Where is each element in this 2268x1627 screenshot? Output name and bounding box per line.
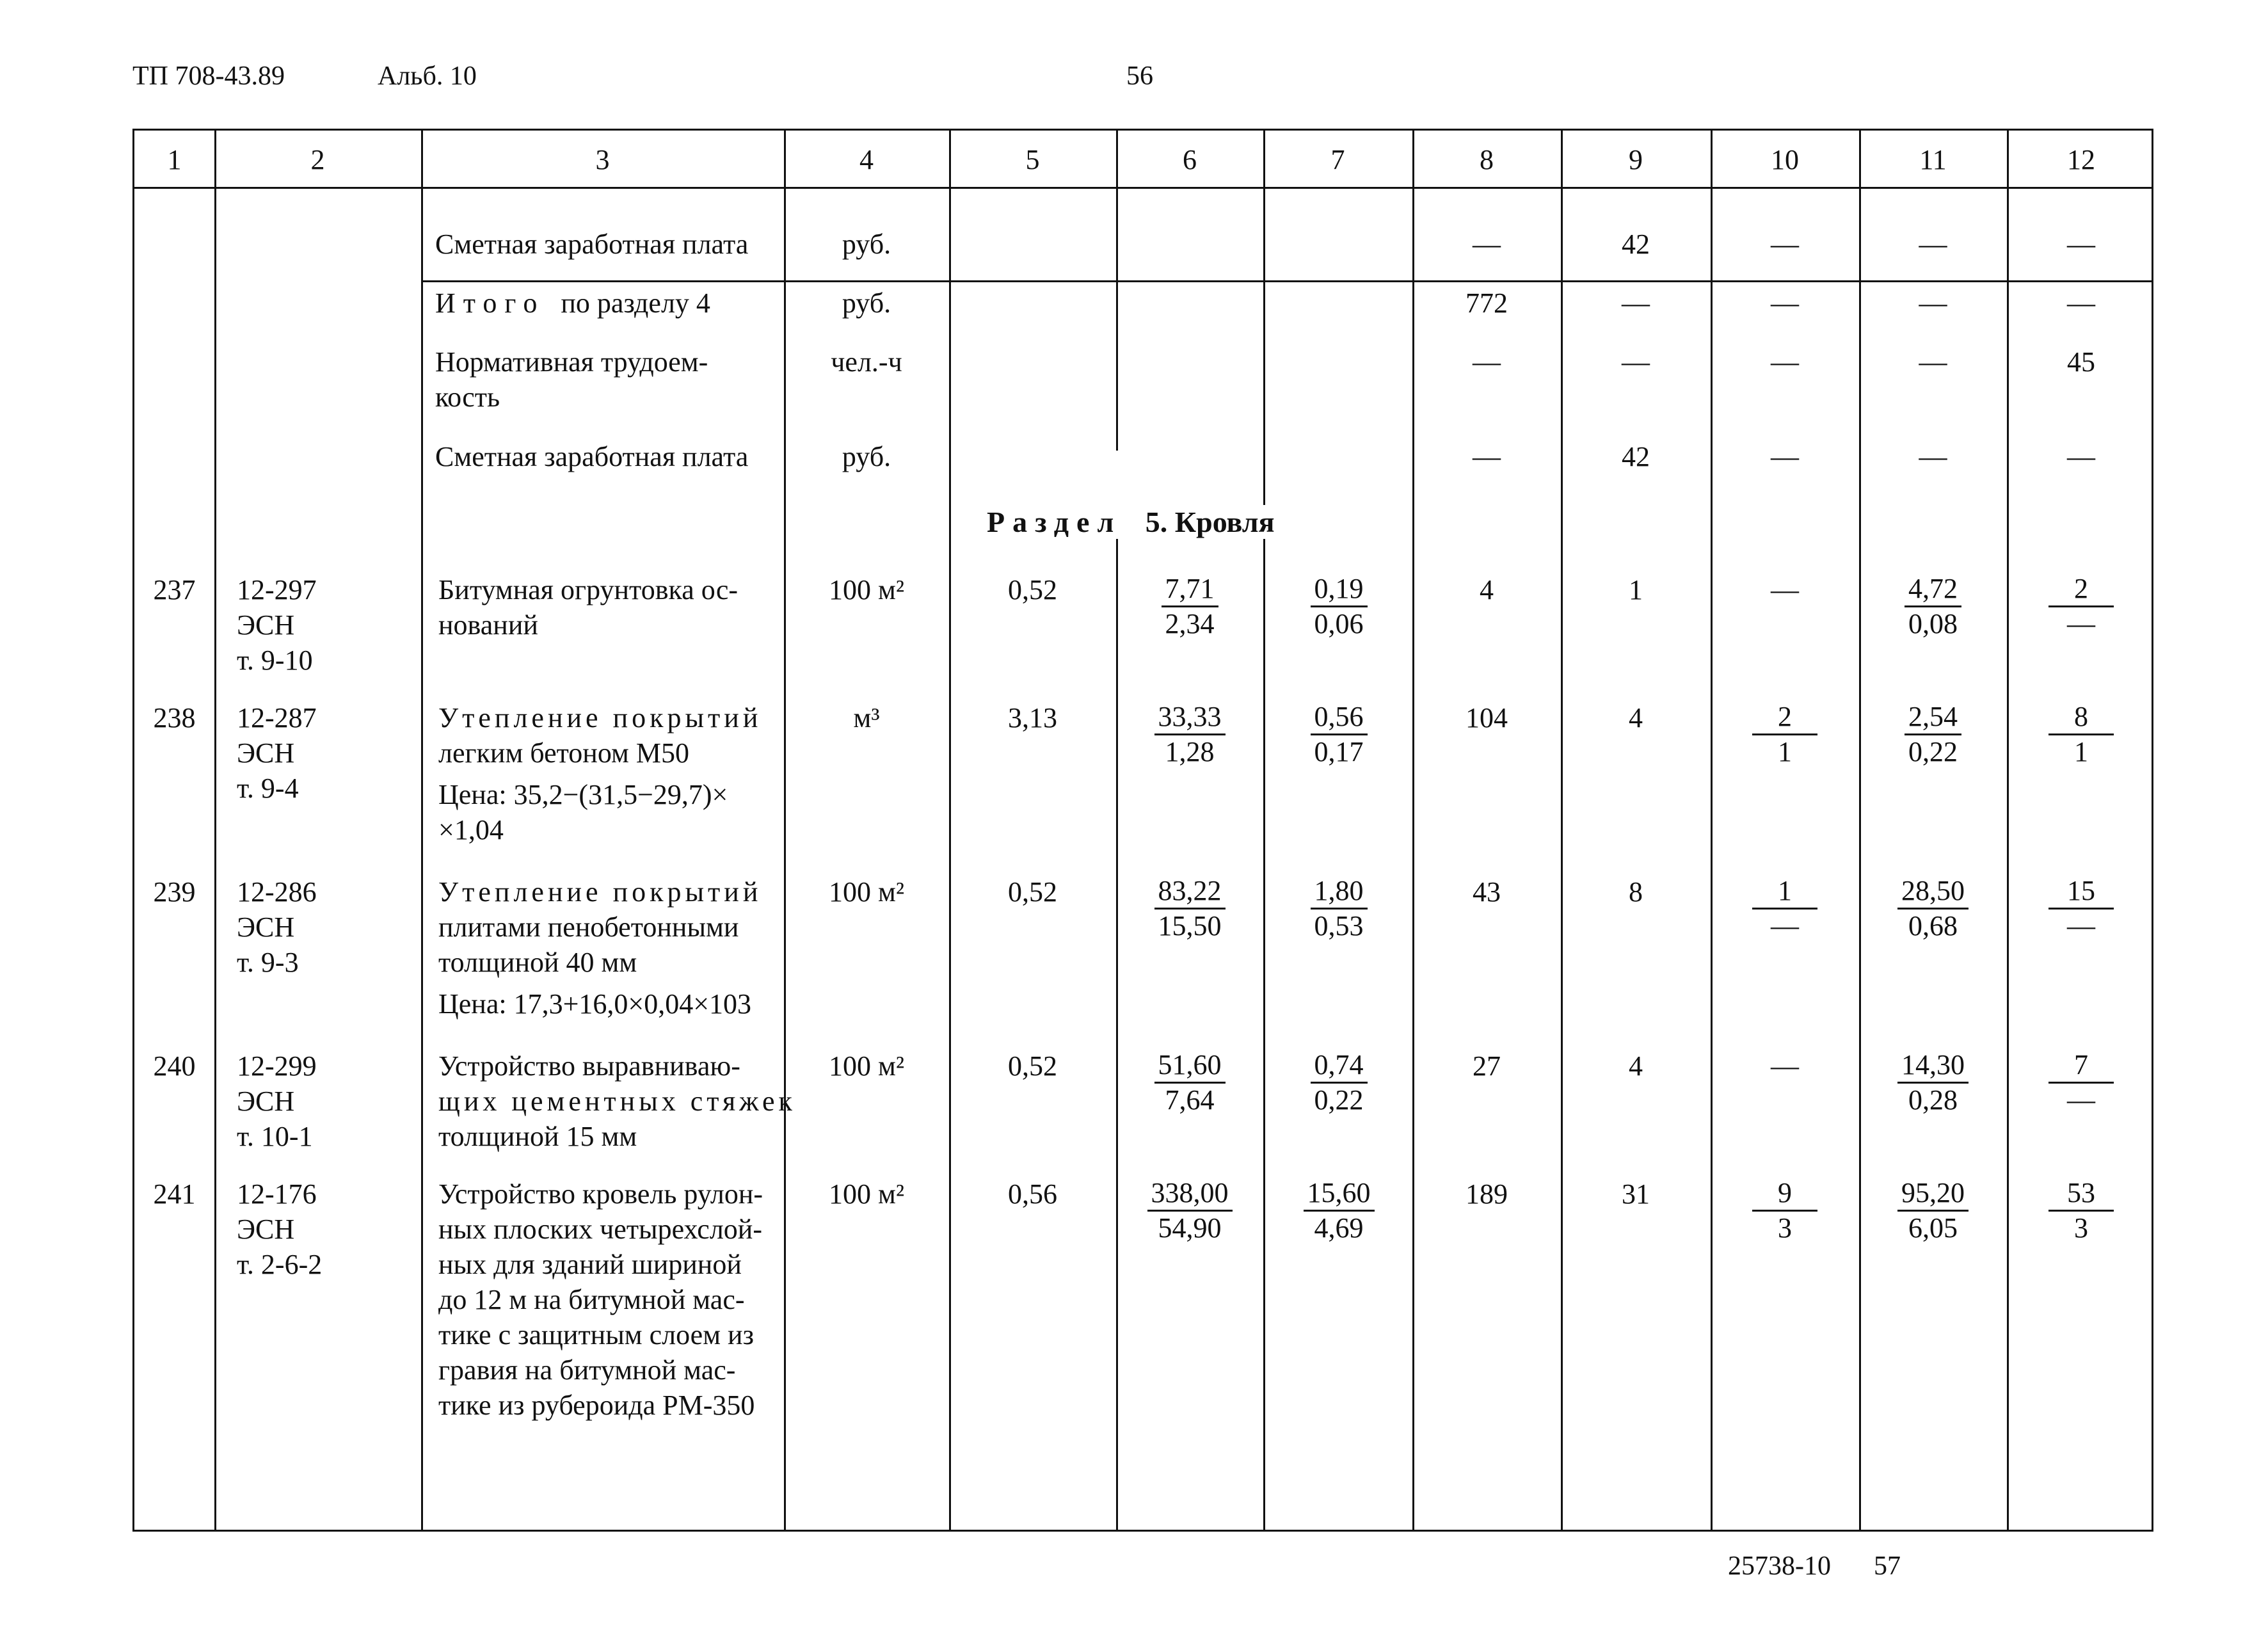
header-row-divider	[134, 187, 2152, 189]
fraction-value: $\frac{14,30}{0,28}$	[1878, 1048, 1988, 1117]
fraction-value: $\frac{2}{1}$	[1730, 700, 1840, 769]
unit: 100 м²	[828, 876, 905, 908]
fraction-value: 7 —	[2026, 1048, 2136, 1117]
column-number: 2	[310, 144, 325, 175]
footer-code: 25738-10	[1728, 1551, 1831, 1581]
column-divider	[1561, 131, 1563, 1530]
column-divider	[2007, 131, 2009, 1530]
estimate-table	[132, 129, 2153, 1532]
value: —	[1622, 287, 1650, 319]
row-number: 240	[153, 1050, 196, 1082]
value: —	[1771, 1050, 1799, 1082]
fraction-value: $\frac{7,71}{2,34}$	[1135, 572, 1244, 641]
quantity: 3,13	[1008, 702, 1057, 733]
fraction-value: $\frac{83,22}{15,50}$	[1135, 874, 1244, 943]
work-description: Битумная огрунтовка ос-	[438, 574, 738, 605]
fraction-value: $\frac{0,74}{0,22}$	[1284, 1048, 1393, 1117]
value: —	[1771, 228, 1799, 260]
value: —	[2067, 441, 2095, 472]
fraction-value: $\frac{33,33}{1,28}$	[1135, 700, 1244, 769]
column-divider	[214, 131, 216, 1530]
value: —	[2067, 228, 2095, 260]
norm-source: ЭСН	[237, 1214, 295, 1245]
value: —	[1771, 441, 1799, 472]
unit: 100 м²	[828, 574, 905, 605]
column-divider	[1116, 508, 1118, 1530]
column-divider	[1116, 131, 1118, 451]
value: 4	[1629, 1050, 1643, 1082]
value: —	[1771, 346, 1799, 378]
unit: 100 м²	[828, 1178, 905, 1210]
fraction-value: 2 —	[2026, 572, 2136, 641]
unit: 100 м²	[828, 1050, 905, 1082]
column-number: 7	[1330, 144, 1345, 175]
fraction-value: $\frac{9}{3}$	[1730, 1176, 1840, 1245]
wage-label: Сметная заработная плата	[435, 228, 749, 260]
norm-code: 12-286	[237, 876, 317, 908]
column-number: 9	[1629, 144, 1643, 175]
value: 42	[1622, 441, 1650, 472]
norm-code: 12-287	[237, 702, 317, 733]
wage-label: Сметная заработная плата	[435, 441, 749, 472]
section-word: Раздел	[987, 506, 1122, 538]
value: 27	[1473, 1050, 1501, 1082]
column-divider	[1711, 131, 1713, 1530]
quantity: 0,52	[1008, 1050, 1057, 1082]
row-number: 238	[153, 702, 196, 733]
work-description: легким бетоном М50	[438, 737, 689, 769]
page-number: 56	[1126, 61, 1153, 91]
unit: м³	[853, 702, 880, 733]
fraction-value: $\frac{28,50}{0,68}$	[1878, 874, 1988, 943]
norm-table: т. 9-3	[237, 947, 299, 978]
value: 45	[2067, 346, 2095, 378]
fraction-value: $\frac{0,19}{0,06}$	[1284, 572, 1393, 641]
work-description: плитами пенобетонными	[438, 911, 739, 943]
norm-code: 12-176	[237, 1178, 317, 1210]
quantity: 0,56	[1008, 1178, 1057, 1210]
fraction-value: $\frac{2,54}{0,22}$	[1878, 700, 1988, 769]
column-number: 11	[1919, 144, 1947, 175]
value: 42	[1622, 228, 1650, 260]
value: 8	[1629, 876, 1643, 908]
norm-code: 12-299	[237, 1050, 317, 1082]
fraction-value: $\frac{0,56}{0,17}$	[1284, 700, 1393, 769]
column-number: 6	[1183, 144, 1197, 175]
fraction-value: 1 —	[1730, 874, 1840, 943]
total-word: Итого	[435, 287, 545, 319]
price-formula: ×1,04	[438, 814, 504, 846]
value: —	[1919, 228, 1947, 260]
value: —	[1473, 346, 1501, 378]
total-label	[435, 285, 710, 321]
value: 772	[1465, 287, 1508, 319]
column-divider	[1412, 131, 1414, 1530]
value: —	[1473, 228, 1501, 260]
value: —	[2067, 287, 2095, 319]
norm-source: ЭСН	[237, 1086, 295, 1117]
value: —	[1919, 346, 1947, 378]
unit: руб.	[842, 228, 891, 260]
column-number: 3	[595, 144, 610, 175]
work-description: ных для зданий шириной	[438, 1249, 742, 1280]
value: 4	[1480, 574, 1494, 605]
value: —	[1771, 574, 1799, 605]
work-description: нований	[438, 609, 538, 641]
fraction-value: $\frac{51,60}{7,64}$	[1135, 1048, 1244, 1117]
column-number: 8	[1480, 144, 1494, 175]
work-description: толщиной 15 мм	[438, 1121, 637, 1152]
work-description: щих цементных стяжек	[438, 1086, 796, 1117]
section-title: 5. Кровля	[1145, 506, 1275, 538]
fraction-value: $\frac{1,80}{0,53}$	[1284, 874, 1393, 943]
work-description: толщиной 40 мм	[438, 947, 637, 978]
quantity: 0,52	[1008, 876, 1057, 908]
work-description: Утепление покрытий	[438, 702, 762, 733]
work-description: до 12 м на битумной мас-	[438, 1284, 745, 1315]
row-number: 237	[153, 574, 196, 605]
row-number: 239	[153, 876, 196, 908]
work-description: гравия на битумной мас-	[438, 1354, 736, 1386]
column-divider	[784, 131, 786, 1530]
norm-table: т. 10-1	[237, 1121, 313, 1152]
section-heading	[980, 505, 1281, 539]
value: 4	[1629, 702, 1643, 733]
footer-page: 57	[1874, 1551, 1901, 1581]
value: 189	[1465, 1178, 1508, 1210]
row-divider	[421, 280, 2152, 282]
work-description: тике из рубероида РМ-350	[438, 1390, 755, 1421]
unit: руб.	[842, 441, 891, 472]
row-number: 241	[153, 1178, 196, 1210]
work-description: ных плоских четырехслой-	[438, 1214, 762, 1245]
column-number: 4	[859, 144, 874, 175]
fraction-value: 15 —	[2026, 874, 2136, 943]
unit: руб.	[842, 287, 891, 319]
norm-source: ЭСН	[237, 609, 295, 641]
album-label: Альб. 10	[378, 61, 477, 91]
document-code: ТП 708-43.89	[132, 61, 285, 91]
norm-table: т. 2-6-2	[237, 1249, 323, 1280]
value: —	[1622, 346, 1650, 378]
column-number: 10	[1771, 144, 1799, 175]
column-divider	[421, 131, 423, 1530]
column-number: 12	[2067, 144, 2095, 175]
value: 1	[1629, 574, 1643, 605]
fraction-value: $\frac{95,20}{6,05}$	[1878, 1176, 1988, 1245]
fraction-value: $\frac{15,60}{4,69}$	[1284, 1176, 1393, 1245]
work-description: тике с защитным слоем из	[438, 1319, 754, 1350]
fraction-value: $\frac{4,72}{0,08}$	[1878, 572, 1988, 641]
work-description: Устройство выравниваю-	[438, 1050, 740, 1082]
column-number: 5	[1025, 144, 1040, 175]
column-number: 1	[167, 144, 182, 175]
value: 104	[1465, 702, 1508, 733]
value: 43	[1473, 876, 1501, 908]
norm-source: ЭСН	[237, 737, 295, 769]
value: —	[1473, 441, 1501, 472]
value: 31	[1622, 1178, 1650, 1210]
labor-label-line-2: кость	[435, 381, 500, 413]
column-divider	[1859, 131, 1861, 1530]
quantity: 0,52	[1008, 574, 1057, 605]
price-formula: Цена: 17,3+16,0×0,04×103	[438, 988, 752, 1020]
norm-code: 12-297	[237, 574, 317, 605]
norm-table: т. 9-10	[237, 645, 313, 676]
price-formula: Цена: 35,2−(31,5−29,7)×	[438, 779, 728, 810]
column-divider	[1263, 131, 1265, 1530]
norm-table: т. 9-4	[237, 773, 299, 804]
labor-label-line-1: Нормативная трудоем-	[435, 346, 708, 378]
fraction-value: $\frac{8}{1}$	[2026, 700, 2136, 769]
work-description: Утепление покрытий	[438, 876, 762, 908]
value: —	[1771, 287, 1799, 319]
work-description: Устройство кровель рулон-	[438, 1178, 763, 1210]
value: —	[1919, 441, 1947, 472]
fraction-value: $\frac{53}{3}$	[2026, 1176, 2136, 1245]
value: —	[1919, 287, 1947, 319]
column-divider	[949, 131, 951, 1530]
unit: чел.-ч	[831, 346, 902, 378]
fraction-value: $\frac{338,00}{54,90}$	[1135, 1176, 1244, 1245]
total-subject: по разделу 4	[561, 287, 710, 319]
norm-source: ЭСН	[237, 911, 295, 943]
